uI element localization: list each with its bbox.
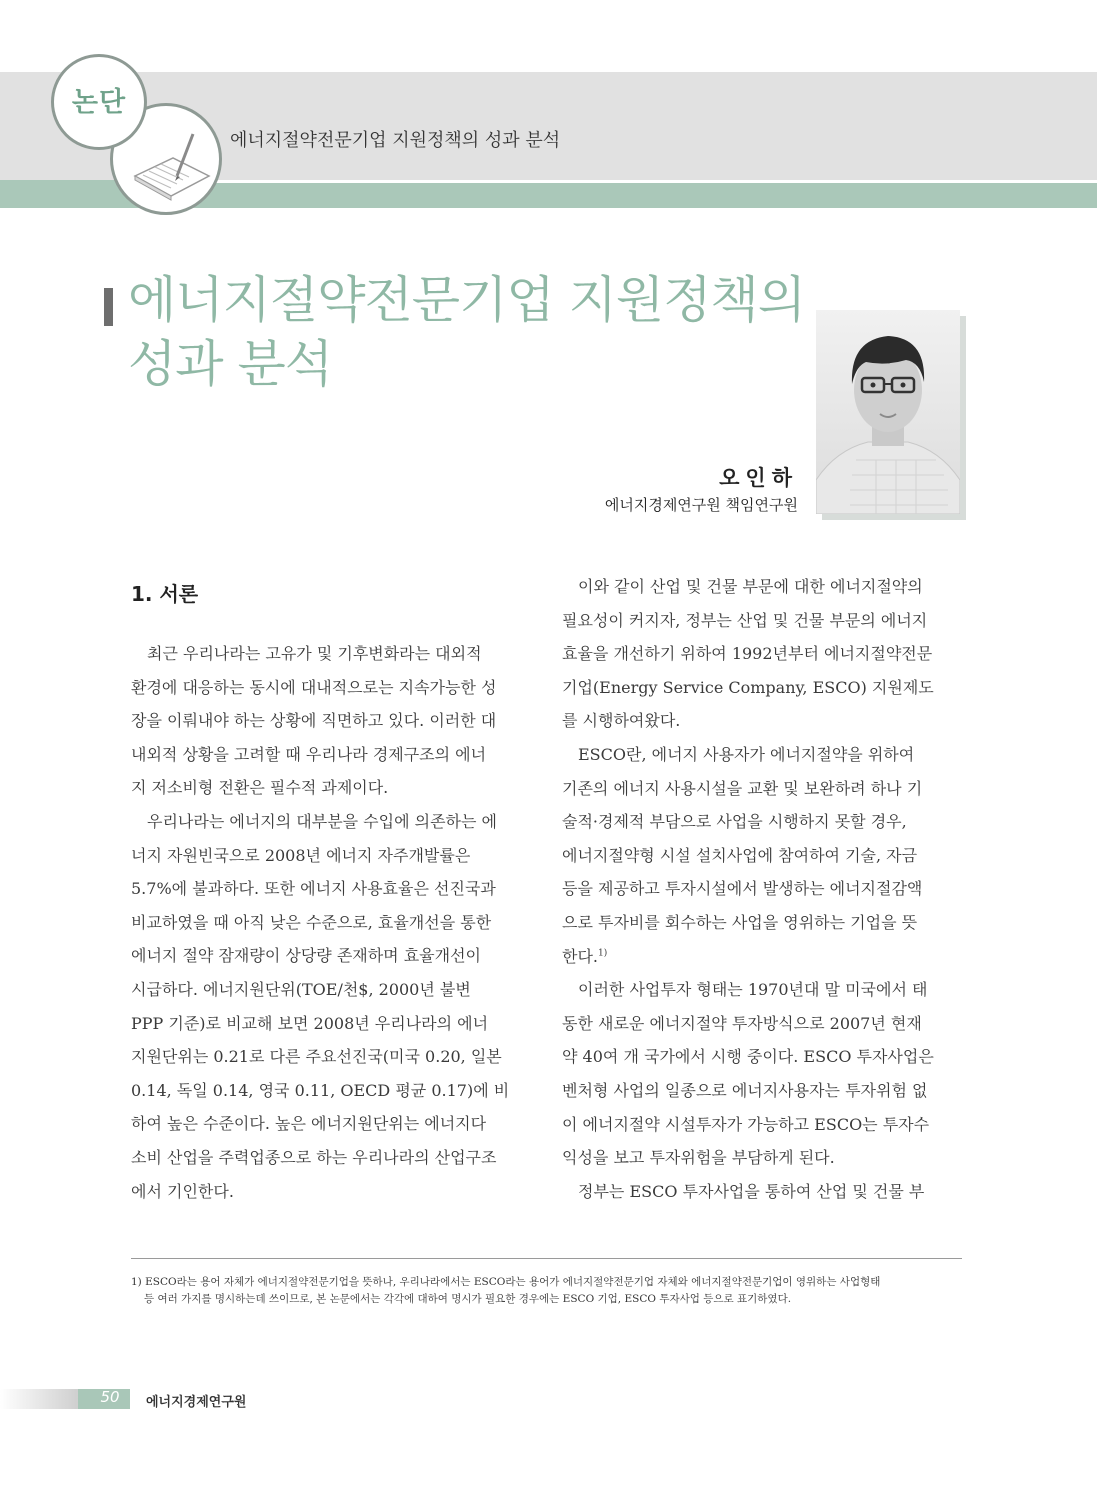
- text-line: 5.7%에 불과하다. 또한 에너지 사용효율은 선진국과: [131, 879, 496, 899]
- text-line: 환경에 대응하는 동시에 대내적으로는 지속가능한 성: [131, 677, 497, 697]
- text-line: 필요성이 커지자, 정부는 산업 및 건물 부문의 에너지: [562, 610, 928, 630]
- running-title: 에너지절약전문기업 지원정책의 성과 분석: [230, 130, 561, 151]
- text-fragment: 한다.: [562, 946, 598, 966]
- footnote: [131, 1274, 971, 1308]
- header-rule: [155, 180, 1097, 183]
- text-line: 효율을 개선하기 위하여 1992년부터 에너지절약전문: [562, 644, 933, 664]
- text-line: 동한 새로운 에너지절약 투자방식으로 2007년 현재: [562, 1013, 922, 1033]
- author-photo: [816, 310, 960, 514]
- author-affiliation: 에너지경제연구원 책임연구원: [604, 496, 798, 514]
- section-heading: 1. 서론: [131, 582, 199, 606]
- article-title: [128, 268, 806, 396]
- text-line: 비교하였을 때 아직 낮은 수준으로, 효율개선을 통한: [131, 912, 492, 932]
- text-line: 이 에너지절약 시설투자가 가능하고 ESCO는 투자수: [562, 1114, 930, 1134]
- right-column: [562, 570, 962, 1208]
- text-line: 너지 자원빈국으로 2008년 에너지 자주개발률은: [131, 845, 471, 865]
- text-line: 에너지 절약 잠재량이 상당량 존재하며 효율개선이: [131, 946, 482, 966]
- text-line: 기업(Energy Service Company, ESCO) 지원제도: [562, 677, 934, 697]
- text-line: 지 저소비형 전환은 필수적 과제이다.: [131, 778, 389, 798]
- text-line: [562, 940, 962, 974]
- text-line: 최근 우리나라는 고유가 및 기후변화라는 대외적: [147, 644, 482, 663]
- text-line: 약 40여 개 국가에서 시행 중이다. ESCO 투자사업은: [562, 1047, 934, 1067]
- title-marker: [104, 288, 113, 326]
- text-line: 이와 같이 산업 및 건물 부문에 대한 에너지절약의: [578, 577, 923, 596]
- text-line: 하여 높은 수준이다. 높은 에너지원단위는 에너지다: [131, 1114, 487, 1134]
- text-line: ESCO란, 에너지 사용자가 에너지절약을 위하여: [578, 744, 915, 764]
- text-line: 으로 투자비를 회수하는 사업을 영위하는 기업을 뜻: [562, 912, 918, 932]
- text-line: 익성을 보고 투자위험을 부담하게 된다.: [562, 1148, 835, 1168]
- text-line: 를 시행하여왔다.: [562, 711, 681, 731]
- text-line: 등을 제공하고 투자시설에서 발생하는 에너지절감액: [562, 879, 923, 899]
- text-line: 벤처형 사업의 일종으로 에너지사용자는 투자위험 없: [562, 1080, 928, 1100]
- footnote-divider: [131, 1258, 962, 1259]
- footnote-marker[interactable]: 1): [598, 948, 608, 959]
- text-line: 기존의 에너지 사용시설을 교환 및 보완하려 하나 기: [562, 778, 923, 798]
- text-line: PPP 기준)로 비교해 보면 2008년 우리나라의 에너: [131, 1013, 489, 1033]
- text-line: 소비 산업을 주력업종으로 하는 우리나라의 산업구조: [131, 1147, 497, 1167]
- footnote-line: 1) ESCO라는 용어 자체가 에너지절약전문기업을 뜻하나, 우리나라에서는 ESCO라는 용어가 에너지절약전문기업 자체와 에너지절약전문기업이 영위하는 사업형태: [131, 1276, 881, 1288]
- text-line: 에서 기인한다.: [131, 1181, 234, 1201]
- footer-organization: 에너지경제연구원: [146, 1395, 247, 1410]
- text-line: 0.14, 독일 0.14, 영국 0.11, OECD 평균 0.17)에 비: [131, 1080, 510, 1100]
- text-line: 정부는 ESCO 투자사업을 통하여 산업 및 건물 부: [578, 1181, 925, 1201]
- article-title-line2: 성과 분석: [128, 335, 333, 393]
- article-title-line1: 에너지절약전문기업 지원정책의: [128, 271, 806, 329]
- text-line: 에너지절약형 시설 설치사업에 참여하여 기술, 자금: [562, 845, 918, 865]
- page-number: 50: [100, 1388, 120, 1406]
- text-line: 지원단위는 0.21로 다른 주요선진국(미국 0.20, 일본: [131, 1047, 502, 1067]
- text-line: 술적·경제적 부담으로 사업을 시행하지 못할 경우,: [562, 812, 907, 832]
- author-name: 오인하: [719, 466, 798, 490]
- text-line: 이러한 사업투자 형태는 1970년대 말 미국에서 태: [578, 980, 928, 1000]
- text-line: 장을 이뤄내야 하는 상황에 직면하고 있다. 이러한 대: [131, 711, 497, 731]
- text-line: 시급하다. 에너지원단위(TOE/천$, 2000년 불변: [131, 979, 471, 999]
- section-badge-label: 논단: [71, 87, 127, 118]
- footnote-line: 등 여러 가지를 명시하는데 쓰이므로, 본 논문에서는 각각에 대하여 명시가 필요한 경우에는 ESCO 기업, ESCO 투자사업 등으로 표기하였다.: [144, 1293, 792, 1305]
- left-column: [131, 637, 531, 1208]
- text-line: 내외적 상황을 고려할 때 우리나라 경제구조의 에너: [131, 744, 487, 764]
- text-line: 우리나라는 에너지의 대부분을 수입에 의존하는 에: [147, 811, 498, 831]
